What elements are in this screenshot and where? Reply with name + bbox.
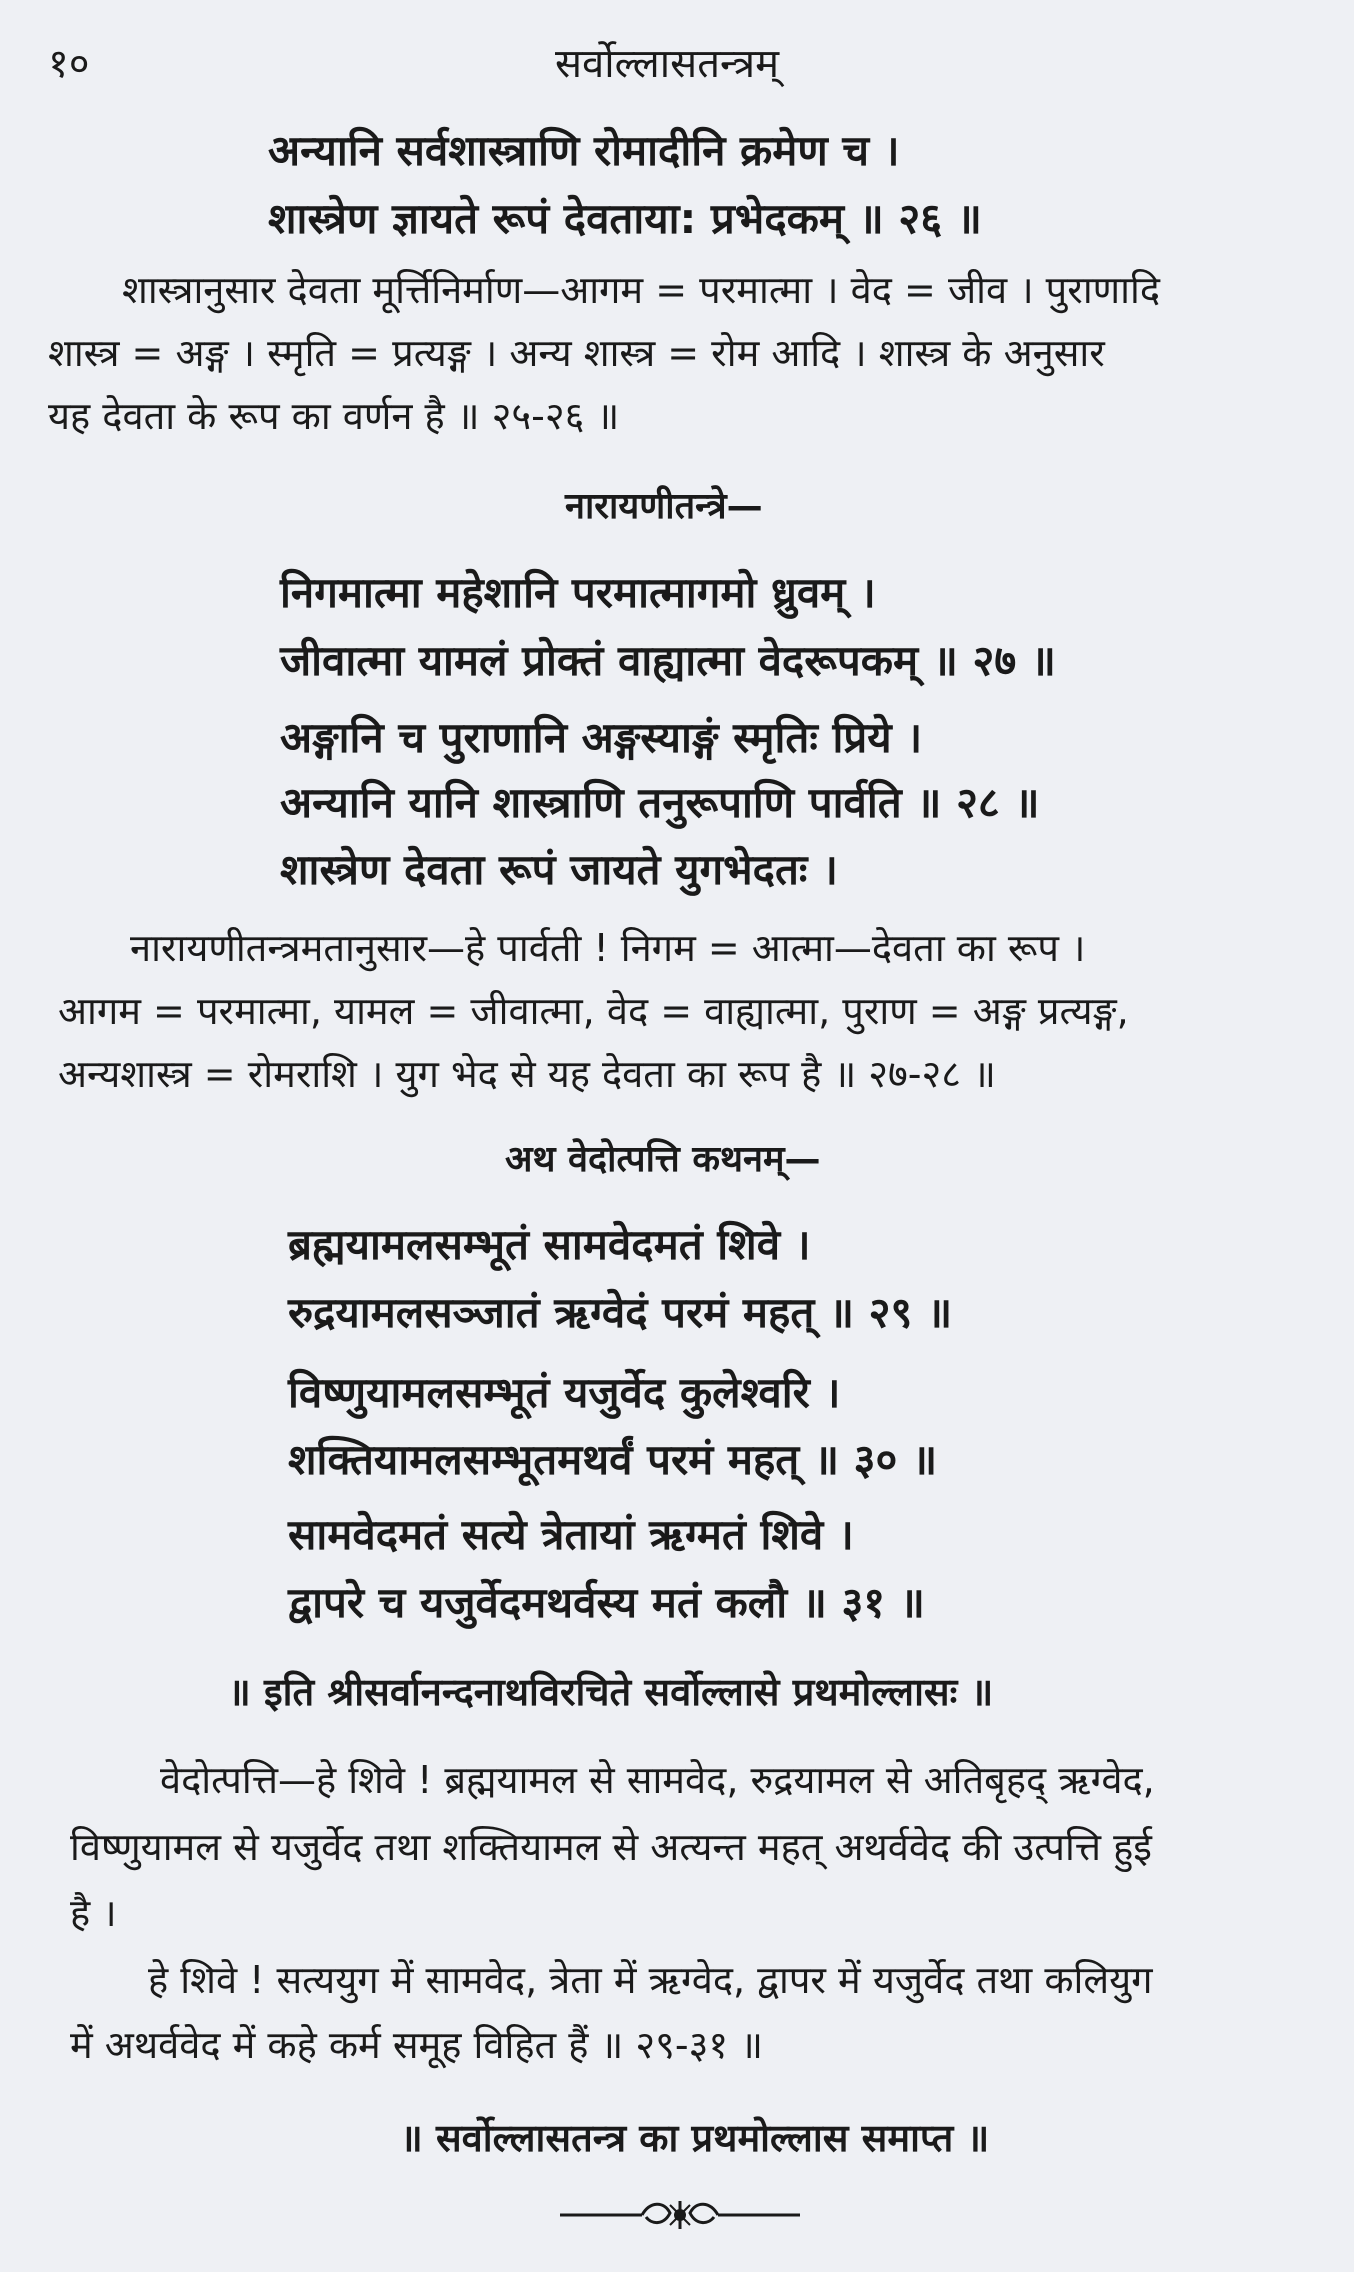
commentary-25-26-line-3: यह देवता के रूप का वर्णन है ॥ २५-२६ ॥ bbox=[48, 394, 620, 438]
verse-26-line-2: शास्त्रेण ज्ञायते रूपं देवताया: प्रभेदकम् ॥ २६ ॥ bbox=[268, 194, 982, 243]
commentary-29-31-line-1: वेदोत्पत्ति—हे शिवे ! ब्रह्मयामल से सामवेद, रुद्रयामल से अतिबृहद् ऋग्वेद, bbox=[160, 1758, 1155, 1802]
verse-28-line-3: शास्त्रेण देवता रूपं जायते युगभेदतः । bbox=[280, 845, 838, 894]
section-heading-vedotpatti: अथ वेदोत्पत्ति कथनम्— bbox=[505, 1139, 821, 1180]
commentary-29-31-b-line-1: हे शिवे ! सत्ययुग में सामवेद, त्रेता में ऋग्वेद, द्वापर में यजुर्वेद तथा कलियुग bbox=[148, 1958, 1153, 2002]
commentary-27-28-line-1: नारायणीतन्त्रमतानुसार—हे पार्वती ! निगम = आत्मा—देवता का रूप । bbox=[130, 926, 1086, 970]
verse-27-line-2: जीवात्मा यामलं प्रोक्तं वाह्यात्मा वेदरूपकम् ॥ २७ ॥ bbox=[280, 636, 1056, 685]
verse-30-line-1: विष्णुयामलसम्भूतं यजुर्वेद कुलेश्वरि । bbox=[288, 1368, 841, 1417]
ornament-divider-icon bbox=[560, 2195, 800, 2235]
closing-line: ॥ सर्वोल्लासतन्त्र का प्रथमोल्लास समाप्त ॥ bbox=[400, 2116, 990, 2160]
verse-26-line-1: अन्यानि सर्वशास्त्राणि रोमादीनि क्रमेण च । bbox=[268, 126, 900, 175]
verse-31-line-2: द्वापरे च यजुर्वेदमथर्वस्य मतं कलौ ॥ ३१ ॥ bbox=[288, 1578, 925, 1627]
section-heading-narayani: नारायणीतन्त्रे— bbox=[565, 486, 763, 527]
verse-30-line-2: शक्तियामलसम्भूतमथर्वं परमं महत् ॥ ३० ॥ bbox=[288, 1435, 938, 1484]
verse-31-line-1: सामवेदमतं सत्ये त्रेतायां ऋग्मतं शिवे । bbox=[288, 1510, 854, 1559]
running-title: सर्वोल्लासतन्त्रम् bbox=[555, 41, 779, 87]
verse-29-line-2: रुद्रयामलसञ्जातं ऋग्वेदं परमं महत् ॥ २९ ॥ bbox=[288, 1288, 953, 1337]
commentary-29-31-line-2: विष्णुयामल से यजुर्वेद तथा शक्तियामल से अत्यन्त महत् अथर्ववेद की उत्पत्ति हुई bbox=[70, 1825, 1152, 1869]
commentary-27-28-line-2: आगम = परमात्मा, यामल = जीवात्मा, वेद = वाह्यात्मा, पुराण = अङ्ग प्रत्यङ्ग, bbox=[58, 989, 1129, 1033]
page-number: १० bbox=[48, 41, 90, 87]
commentary-27-28-line-3: अन्यशास्त्र = रोमराशि । युग भेद से यह देवता का रूप है ॥ २७-२८ ॥ bbox=[58, 1052, 996, 1096]
commentary-25-26-line-2: शास्त्र = अङ्ग । स्मृति = प्रत्यङ्ग । अन्य शास्त्र = रोम आदि । शास्त्र के अनुसार bbox=[48, 331, 1105, 375]
verse-28-line-1: अङ्गानि च पुराणानि अङ्गस्याङ्गं स्मृतिः प्रिये । bbox=[280, 713, 923, 762]
commentary-25-26-line-1: शास्त्रानुसार देवता मूर्त्तिनिर्माण—आगम = परमात्मा । वेद = जीव । पुराणादि bbox=[122, 268, 1160, 312]
chapter-colophon: ॥ इति श्रीसर्वानन्दनाथविरचिते सर्वोल्लासे प्रथमोल्लासः ॥ bbox=[228, 1670, 994, 1714]
commentary-29-31-line-3: है । bbox=[70, 1891, 117, 1935]
verse-27-line-1: निगमात्मा महेशानि परमात्मागमो ध्रुवम् । bbox=[280, 568, 876, 617]
verse-29-line-1: ब्रह्मयामलसम्भूतं सामवेदमतं शिवे । bbox=[288, 1220, 811, 1269]
commentary-29-31-b-line-2: में अथर्ववेद में कहे कर्म समूह विहित हैं ॥ २९-३१ ॥ bbox=[70, 2023, 763, 2067]
verse-28-line-2: अन्यानि यानि शास्त्राणि तनुरूपाणि पार्वति ॥ २८ ॥ bbox=[280, 778, 1040, 827]
